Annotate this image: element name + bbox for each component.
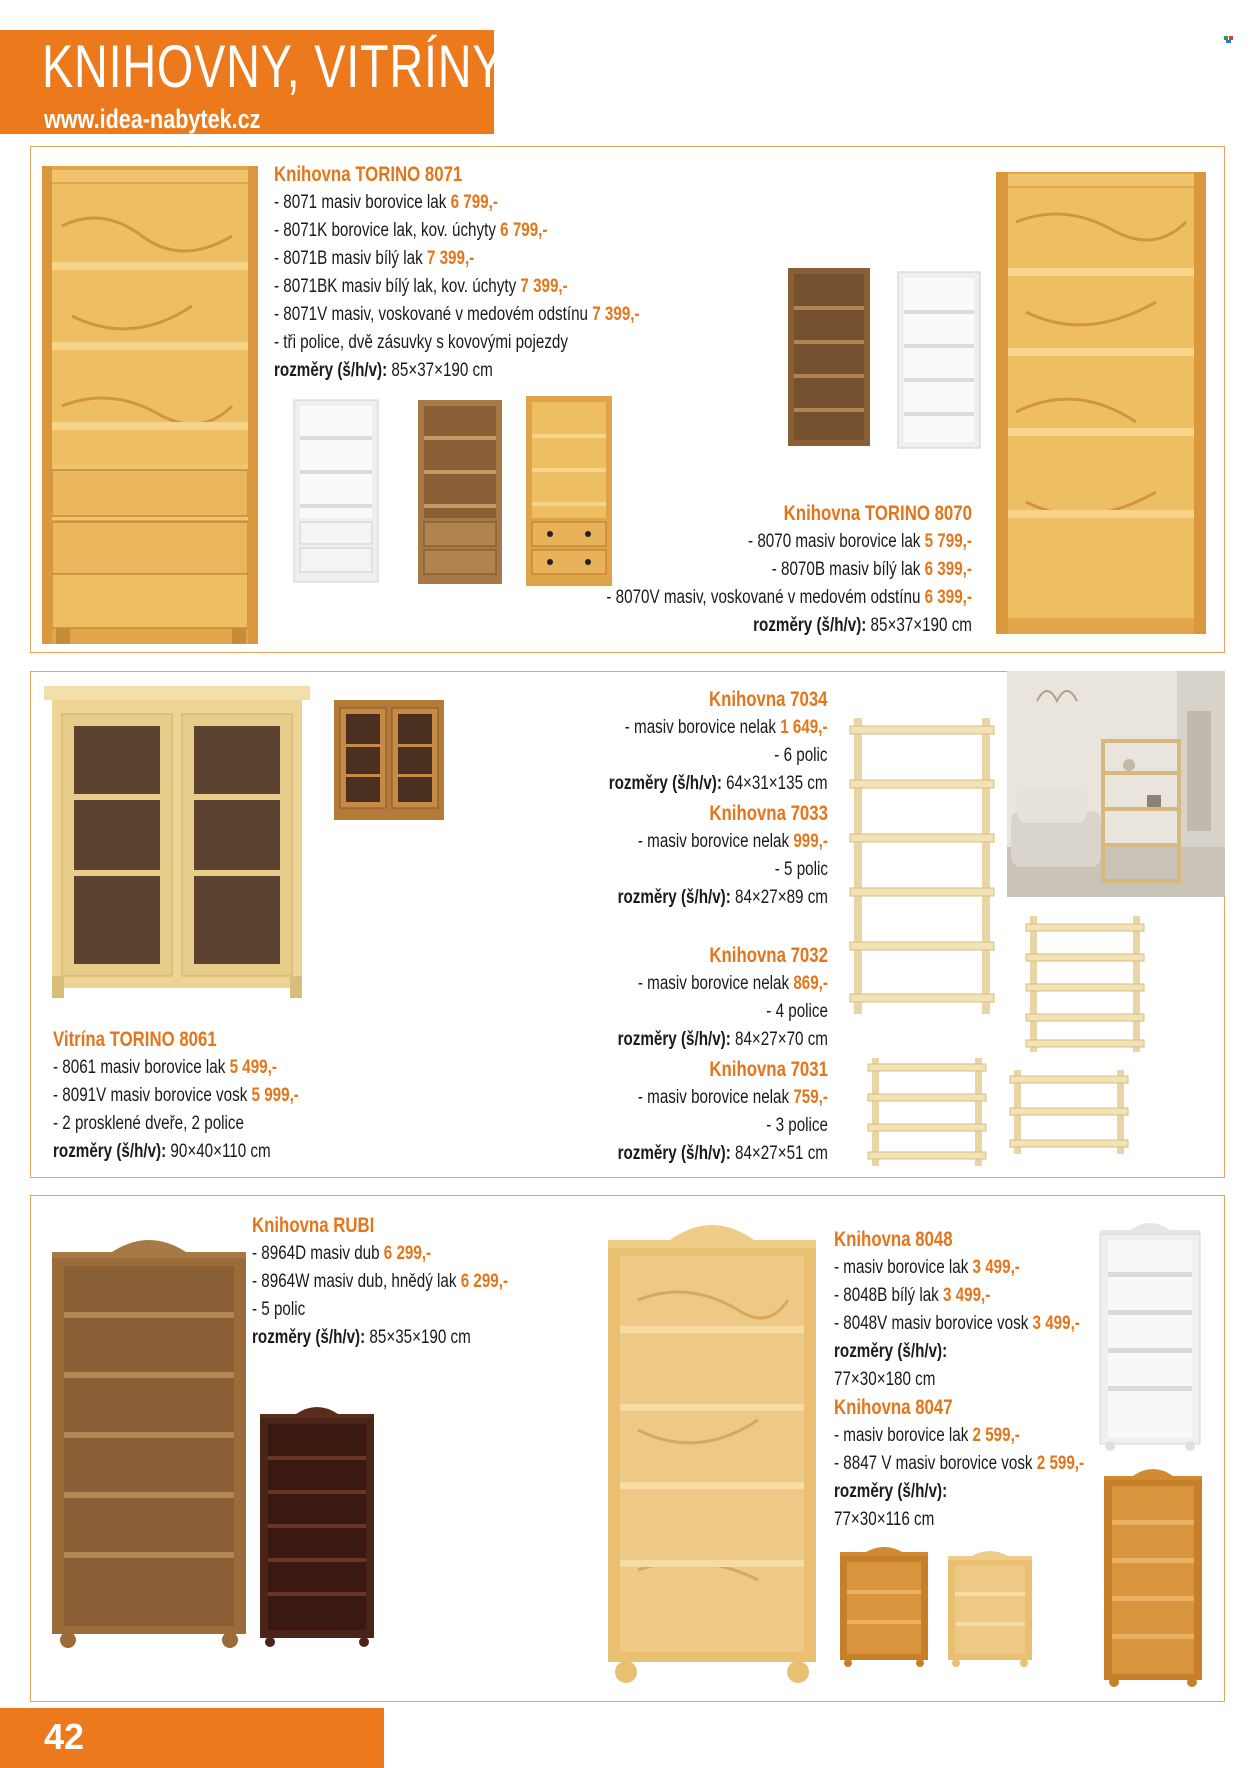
header-banner [0, 30, 505, 134]
variant-price: 3 499,- [943, 1285, 991, 1306]
dimensions-value: 84×27×70 cm [730, 1029, 828, 1050]
dimensions-value: 85×37×190 cm [866, 615, 972, 636]
vitrina-8061-info [53, 1026, 299, 1166]
knihovna-8047-pine-image [948, 1546, 1032, 1668]
page-number: 42 [44, 1716, 85, 1757]
variant-label: - 8071BK masiv bílý lak, kov. úchyty [274, 276, 521, 297]
variant-price: 3 499,- [972, 1257, 1020, 1278]
dimensions-value: 64×31×135 cm [722, 773, 828, 794]
variant-label: - 8964W masiv dub, hnědý lak [252, 1271, 461, 1292]
knihovna-8047-wax-image [840, 1542, 928, 1668]
variant-price: 5 999,- [251, 1085, 299, 1106]
torino-8071-lacquer-variant-image [526, 396, 612, 586]
variant-label: - 8071 masiv borovice lak [274, 192, 451, 213]
rubi-oak-bookcase-image [52, 1228, 246, 1648]
dimensions-value: 84×27×51 cm [730, 1143, 828, 1164]
torino-8070-info [606, 500, 972, 640]
torino-8071-info [274, 161, 640, 385]
product-title: Knihovna 7034 [709, 688, 828, 711]
vitrina-8061-image [44, 686, 310, 998]
torino-8070-wax-variant-image [788, 268, 870, 446]
dimensions-label: rozměry (š/h/v): [834, 1341, 948, 1362]
variant-price: 5 799,- [924, 531, 972, 552]
product-note: - 4 police [766, 1001, 828, 1022]
variant-price: 2 599,- [972, 1425, 1020, 1446]
interior-photo-image [1007, 671, 1225, 897]
variant-label: - masiv borovice lak [834, 1425, 973, 1446]
variant-label: - 8071B masiv bílý lak [274, 248, 427, 269]
knihovna-7034-info [609, 686, 828, 798]
dimensions-label: rozměry (š/h/v): [834, 1481, 948, 1502]
knihovna-7033-info [618, 800, 828, 912]
torino-8071-bookcase-image [42, 166, 258, 644]
variant-price: 869,- [793, 973, 828, 994]
variant-price: 7 399,- [592, 304, 640, 325]
rubi-dark-bookcase-image [260, 1400, 374, 1646]
product-title: Knihovna 7032 [709, 944, 828, 967]
product-note: - 6 polic [774, 745, 828, 766]
knihovna-8048-white-image [1100, 1216, 1200, 1452]
variant-label: - 8070 masiv borovice lak [748, 531, 925, 552]
variant-label: - masiv borovice nelak [637, 831, 794, 852]
dimensions-label: rozměry (š/h/v): [252, 1327, 366, 1348]
dimensions-label: rozměry (š/h/v): [617, 1029, 731, 1050]
dimensions-label: rozměry (š/h/v): [274, 360, 388, 381]
dimensions-label: rozměry (š/h/v): [617, 887, 731, 908]
brand-mark-icon [1224, 36, 1234, 42]
variant-label: - 8061 masiv borovice lak [53, 1057, 230, 1078]
product-note: - 3 police [766, 1115, 828, 1136]
variant-label: - 8091V masiv borovice vosk [53, 1085, 252, 1106]
dimensions-value: 84×27×89 cm [730, 887, 828, 908]
variant-label: - 8847 V masiv borovice vosk [834, 1453, 1037, 1474]
variant-label: - 8048V masiv borovice vosk [834, 1313, 1033, 1334]
variant-price: 6 399,- [924, 587, 972, 608]
dimensions-label: rozměry (š/h/v): [617, 1143, 731, 1164]
dimensions-label: rozměry (š/h/v): [53, 1141, 167, 1162]
variant-label: - 8071K borovice lak, kov. úchyty [274, 220, 501, 241]
torino-8070-bookcase-image [996, 172, 1206, 634]
product-title: Knihovna TORINO 8070 [783, 502, 972, 525]
product-note: - 5 polic [252, 1299, 306, 1320]
torino-8071-white-variant-image [294, 400, 378, 582]
product-title: Knihovna 8048 [834, 1228, 953, 1251]
variant-price: 7 399,- [520, 276, 568, 297]
product-title: Knihovna 7033 [709, 802, 828, 825]
knihovna-7033-shelf-image [1026, 916, 1144, 1052]
dimensions-label: rozměry (š/h/v): [753, 615, 867, 636]
variant-label: - 8071V masiv, voskované v medovém odstínu [274, 304, 593, 325]
variant-price: 2 599,- [1036, 1453, 1085, 1474]
dimensions-value: 85×35×190 cm [365, 1327, 471, 1348]
dimensions-value: 77×30×116 cm [834, 1509, 935, 1530]
variant-label: - masiv borovice nelak [625, 717, 781, 738]
variant-price: 759,- [793, 1087, 828, 1108]
rubi-info [252, 1212, 508, 1352]
variant-price: 6 299,- [460, 1271, 509, 1292]
dimensions-value: 85×37×190 cm [387, 360, 493, 381]
knihovna-7032-shelf-image [868, 1058, 986, 1166]
variant-price: 6 799,- [450, 192, 498, 213]
website-link[interactable]: www.idea-nabytek.cz [44, 104, 261, 134]
knihovna-7034-shelf-image [850, 718, 994, 1014]
product-note: - tři police, dvě zásuvky s kovovými pojezdy [274, 332, 568, 353]
product-note: - 5 polic [774, 859, 828, 880]
product-title: Knihovna TORINO 8071 [274, 163, 463, 186]
dimensions-label: rozměry (š/h/v): [609, 773, 723, 794]
variant-price: 1 649,- [780, 717, 828, 738]
variant-label: - masiv borovice lak [834, 1257, 973, 1278]
variant-price: 6 799,- [500, 220, 548, 241]
knihovna-7031-info [618, 1056, 828, 1168]
variant-label: - masiv borovice nelak [637, 1087, 794, 1108]
dimensions-value: 77×30×180 cm [834, 1369, 936, 1390]
product-title: Knihovna 8047 [834, 1396, 953, 1419]
page-number-bar [0, 1708, 384, 1768]
variant-price: 3 499,- [1032, 1313, 1080, 1334]
page-title: KNIHOVNY, VITRÍNY [42, 33, 505, 100]
variant-label: - 8070V masiv, voskované v medovém odstínu [606, 587, 925, 608]
variant-price: 5 499,- [229, 1057, 277, 1078]
knihovna-7031-shelf-image [1010, 1070, 1128, 1154]
knihovna-8048-info [834, 1226, 1084, 1534]
variant-label: - 8048B bílý lak [834, 1285, 943, 1306]
torino-8070-white-variant-image [898, 272, 980, 448]
knihovna-7032-info [618, 942, 828, 1054]
variant-label: - 8964D masiv dub [252, 1243, 384, 1264]
knihovna-8048-wax-image [1104, 1462, 1202, 1688]
variant-price: 7 399,- [426, 248, 475, 269]
product-title: Knihovna RUBI [252, 1214, 375, 1237]
knihovna-8048-pine-image [608, 1210, 816, 1684]
variant-price: 6 399,- [924, 559, 972, 580]
torino-8071-wax-variant-image [418, 400, 502, 584]
dimensions-value: 90×40×110 cm [166, 1141, 271, 1162]
variant-label: - masiv borovice nelak [637, 973, 794, 994]
variant-price: 999,- [793, 831, 828, 852]
variant-price: 6 299,- [383, 1243, 432, 1264]
product-note: - 2 prosklené dveře, 2 police [53, 1113, 244, 1134]
product-title: Vitrína TORINO 8061 [53, 1028, 217, 1051]
product-title: Knihovna 7031 [709, 1058, 828, 1081]
variant-label: - 8070B masiv bílý lak [771, 559, 925, 580]
vitrina-8061-wax-variant-image [334, 700, 444, 820]
